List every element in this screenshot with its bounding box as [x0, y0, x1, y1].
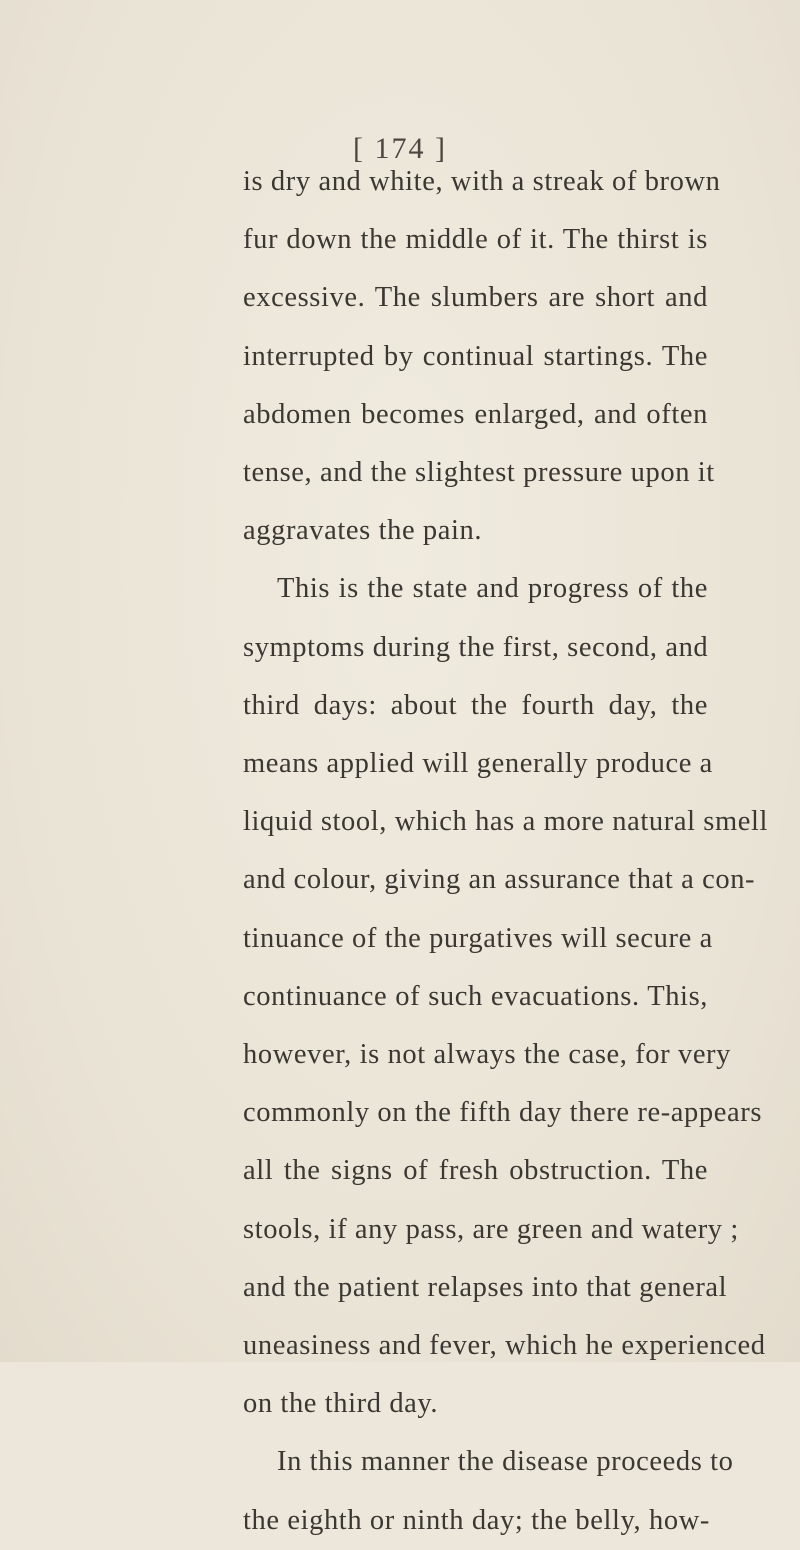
text-line: aggravates the pain. [243, 515, 483, 547]
text-line: and the patient relapses into that general [243, 1271, 728, 1303]
text-line: excessive. The slumbers are short and [243, 282, 708, 314]
text-line: fur down the middle of it. The thirst is [243, 224, 708, 256]
text-line: interrupted by continual startings. The [243, 340, 708, 372]
text-line: tense, and the slightest pressure upon it [243, 457, 715, 489]
text-line: tinuance of the purgatives will secure a [243, 922, 713, 954]
text-line: uneasiness and fever, which he experienced [243, 1330, 766, 1362]
text-line: abdomen becomes enlarged, and often [243, 398, 708, 430]
text-line: on the third day. [243, 1388, 439, 1420]
text-line: symptoms during the first, second, and [243, 631, 709, 663]
text-line: stools, if any pass, are green and watery ; [243, 1213, 739, 1245]
text-line: commonly on the fifth day there re-appears [243, 1097, 763, 1129]
text-line: and colour, giving an assurance that a con- [243, 864, 756, 896]
text-line: the eighth or ninth day; the belly, how- [243, 1504, 710, 1536]
text-line: means applied will generally produce a [243, 748, 713, 780]
text-line: third days: about the fourth day, the [243, 689, 708, 721]
text-line: is dry and white, with a streak of brown [243, 166, 721, 197]
page-number: [ 174 ] [353, 132, 447, 165]
text-line: liquid stool, which has a more natural smell [243, 806, 769, 838]
text-line: continuance of such evacuations. This, [243, 980, 708, 1012]
text-line: This is the state and progress of the [277, 573, 708, 605]
body-text [243, 153, 769, 1550]
text-line: all the signs of fresh obstruction. The [243, 1155, 708, 1187]
text-line: In this manner the disease proceeds to [277, 1446, 734, 1478]
text-line: however, is not always the case, for very [243, 1039, 732, 1071]
